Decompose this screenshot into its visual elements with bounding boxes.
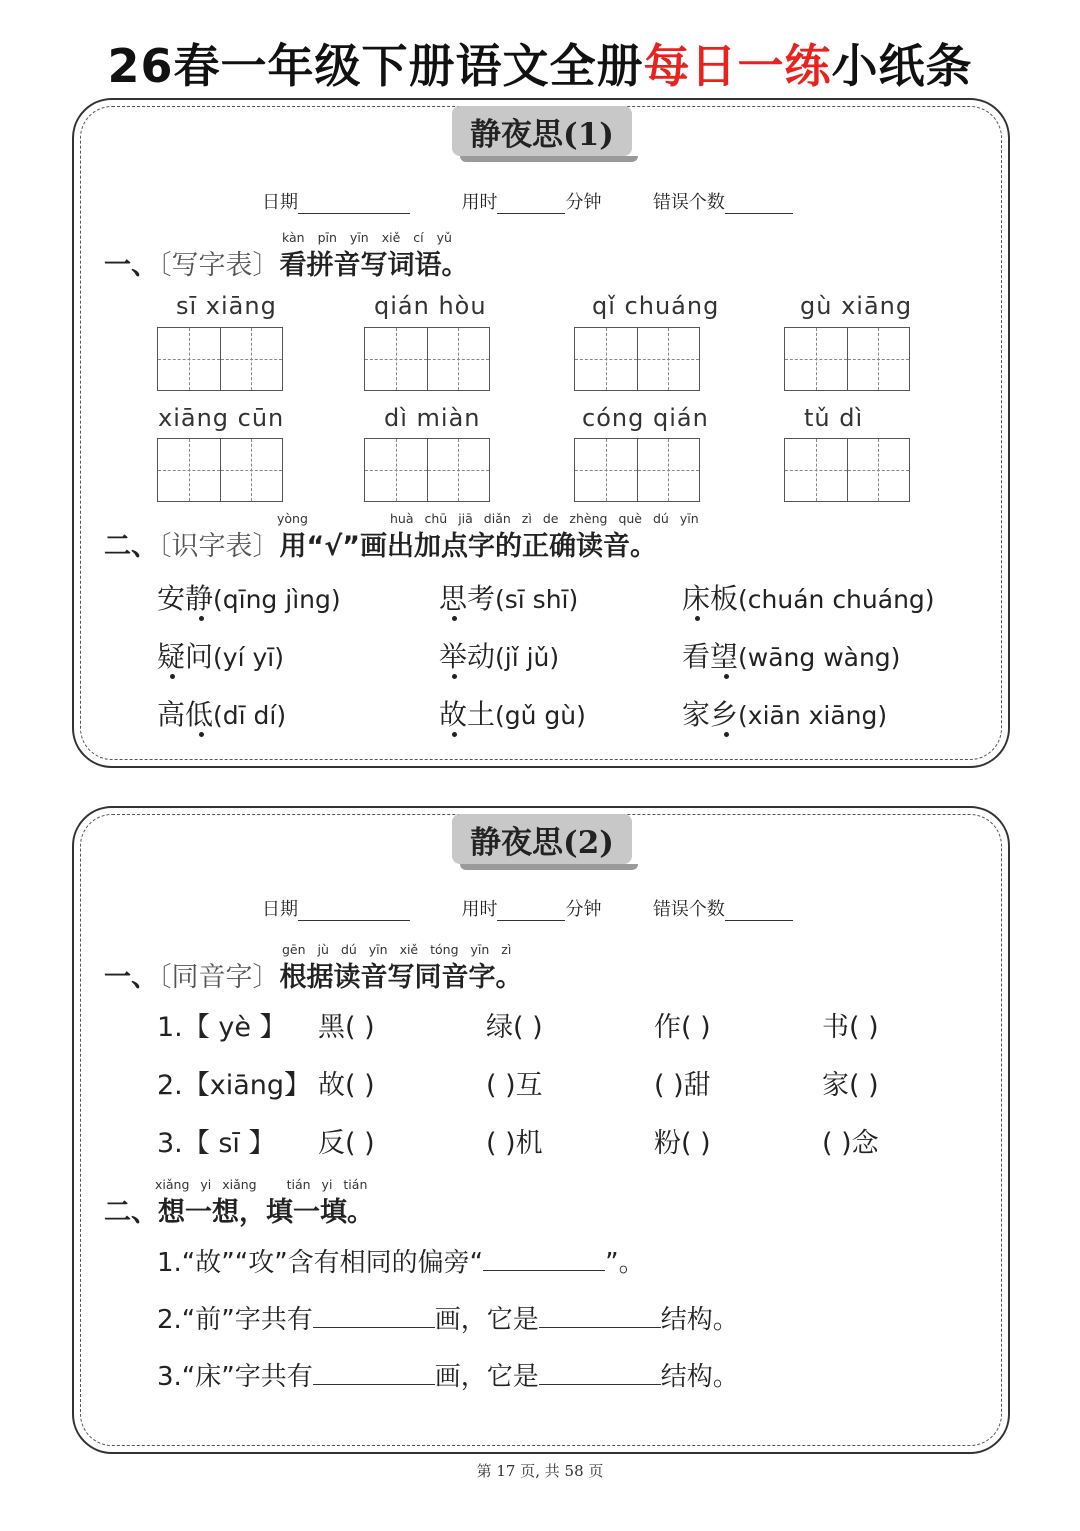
- card-2-section-2-heading: 二、想一想，填一填。: [104, 1197, 374, 1228]
- pinyin-options[interactable]: (yí yī): [213, 643, 284, 672]
- reading-item: 疑问(yí yī): [157, 640, 284, 673]
- card-2-section-1-heading: 一、〔同音字〕根据读音写同音字。: [104, 962, 523, 993]
- minutes-label: 分钟: [565, 899, 602, 920]
- pinyin-options[interactable]: (sī shī): [495, 585, 579, 614]
- errors-field[interactable]: [725, 193, 793, 214]
- emphasis-dot: [695, 616, 700, 621]
- document-title: [0, 30, 1080, 96]
- card-1-section-2-heading: 二、〔识字表〕用“√”画出加点字的正确读音。: [104, 531, 657, 562]
- section-tag: 〔同音字〕: [158, 962, 280, 993]
- card-1-tab-title: 静夜思(1): [452, 106, 632, 156]
- answer-blank[interactable]: [539, 1358, 661, 1385]
- pinyin-options[interactable]: (xiān xiāng): [738, 701, 888, 730]
- homophone-blank[interactable]: ( )甜: [654, 1070, 711, 1101]
- pinyin-options[interactable]: (gǔ gù): [495, 701, 586, 730]
- pinyin-word-7: cóng qián: [582, 404, 709, 432]
- answer-blank[interactable]: [313, 1358, 435, 1385]
- title-suffix: 小纸条: [831, 39, 973, 93]
- homophone-row-label: 2.【xiāng】: [157, 1070, 312, 1101]
- card-1-s2-ruby-b: huà chū jiā diǎn zì de zhèng què dú yīn: [390, 511, 699, 526]
- card-2-tab-title: 静夜思(2): [452, 814, 632, 864]
- fill-question-2: 2.“前”字共有 画，它是 结构。: [157, 1299, 739, 1336]
- errors-field[interactable]: [725, 900, 793, 921]
- section-tag: 〔写字表〕: [158, 250, 280, 281]
- title-main: 26春一年级下册语文全册: [107, 39, 644, 93]
- emphasis-dot: [452, 616, 457, 621]
- errors-label: 错误个数: [652, 899, 725, 920]
- homophone-blank[interactable]: ( )念: [822, 1128, 879, 1159]
- homophone-blank[interactable]: 作( ): [654, 1012, 711, 1043]
- writing-grid[interactable]: [784, 438, 910, 502]
- minutes-label: 分钟: [565, 192, 602, 213]
- homophone-blank[interactable]: 粉( ): [654, 1128, 711, 1159]
- pinyin-options[interactable]: (wāng wàng): [738, 643, 901, 672]
- card-2-s1-ruby: gēn jù dú yīn xiě tóng yīn zì: [282, 942, 512, 957]
- emphasis-dot: [199, 732, 204, 737]
- homophone-blank[interactable]: ( )机: [486, 1128, 543, 1159]
- homophone-row-label: 3.【 sī 】: [157, 1128, 276, 1159]
- card-1-s2-ruby-a: yòng: [277, 511, 308, 526]
- reading-item: 高低(dī dí): [157, 698, 287, 731]
- homophone-blank[interactable]: ( )互: [486, 1070, 543, 1101]
- homophone-blank[interactable]: 黑( ): [318, 1012, 375, 1043]
- reading-item: 看望(wāng wàng): [682, 640, 901, 673]
- date-label: 日期: [262, 899, 298, 920]
- emphasis-dot: [724, 674, 729, 679]
- card-2-meta: [262, 895, 793, 921]
- pinyin-word-2: qián hòu: [374, 292, 487, 320]
- card-1-section-1-heading: 一、〔写字表〕看拼音写词语。: [104, 250, 469, 281]
- writing-grid[interactable]: [364, 327, 490, 391]
- writing-grid[interactable]: [574, 438, 700, 502]
- reading-item: 思考(sī shī): [439, 582, 579, 615]
- time-label: 用时: [461, 899, 498, 920]
- emphasis-dot: [452, 674, 457, 679]
- homophone-row-label: 1.【 yè 】: [157, 1012, 287, 1043]
- time-field[interactable]: [497, 900, 565, 921]
- homophone-blank[interactable]: 书( ): [822, 1012, 879, 1043]
- emphasis-dot: [724, 732, 729, 737]
- homophone-blank[interactable]: 故( ): [318, 1070, 375, 1101]
- fill-question-3: 3.“床”字共有 画，它是 结构。: [157, 1356, 739, 1393]
- pinyin-word-1: sī xiāng: [176, 292, 277, 320]
- date-field[interactable]: [298, 900, 410, 921]
- emphasis-dot: [170, 674, 175, 679]
- pinyin-word-3: qǐ chuáng: [592, 292, 720, 320]
- homophone-blank[interactable]: 反( ): [318, 1128, 375, 1159]
- writing-grid[interactable]: [574, 327, 700, 391]
- card-1-s1-ruby: kàn pīn yīn xiě cí yǔ: [282, 230, 452, 245]
- emphasis-dot: [452, 732, 457, 737]
- section-tag: 〔识字表〕: [158, 531, 280, 562]
- fill-question-1: 1.“故”“攻”含有相同的偏旁“ ”。: [157, 1242, 645, 1279]
- title-highlight: 每日一练: [643, 39, 832, 93]
- pinyin-options[interactable]: (dī dí): [213, 701, 287, 730]
- pinyin-word-6: dì miàn: [384, 404, 481, 432]
- time-label: 用时: [461, 192, 498, 213]
- pinyin-word-5: xiāng cūn: [158, 404, 285, 432]
- card-2-s2-ruby: xiǎng yi xiǎng tián yi tián: [155, 1177, 368, 1192]
- homophone-blank[interactable]: 绿( ): [486, 1012, 543, 1043]
- writing-grid[interactable]: [157, 327, 283, 391]
- answer-blank[interactable]: [313, 1301, 435, 1328]
- pinyin-options[interactable]: (qīng jìng): [213, 585, 341, 614]
- pinyin-word-4: gù xiāng: [800, 292, 913, 320]
- answer-blank[interactable]: [483, 1244, 605, 1271]
- homophone-blank[interactable]: 家( ): [822, 1070, 879, 1101]
- pinyin-options[interactable]: (jǐ jǔ): [495, 643, 560, 672]
- card-1-meta: [262, 188, 793, 214]
- errors-label: 错误个数: [652, 192, 725, 213]
- reading-item: 床板(chuán chuáng): [682, 582, 935, 615]
- page-footer: 第 17 页, 共 58 页: [476, 1462, 604, 1480]
- date-label: 日期: [262, 192, 298, 213]
- reading-item: 故土(gǔ gù): [439, 698, 586, 731]
- reading-item: 家乡(xiān xiāng): [682, 698, 888, 731]
- reading-item: 安静(qīng jìng): [157, 582, 341, 615]
- answer-blank[interactable]: [539, 1301, 661, 1328]
- writing-grid[interactable]: [157, 438, 283, 502]
- pinyin-word-8: tǔ dì: [804, 404, 864, 432]
- writing-grid[interactable]: [364, 438, 490, 502]
- writing-grid[interactable]: [784, 327, 910, 391]
- reading-item: 举动(jǐ jǔ): [439, 640, 560, 673]
- pinyin-options[interactable]: (chuán chuáng): [738, 585, 935, 614]
- date-field[interactable]: [298, 193, 410, 214]
- emphasis-dot: [199, 616, 204, 621]
- time-field[interactable]: [497, 193, 565, 214]
